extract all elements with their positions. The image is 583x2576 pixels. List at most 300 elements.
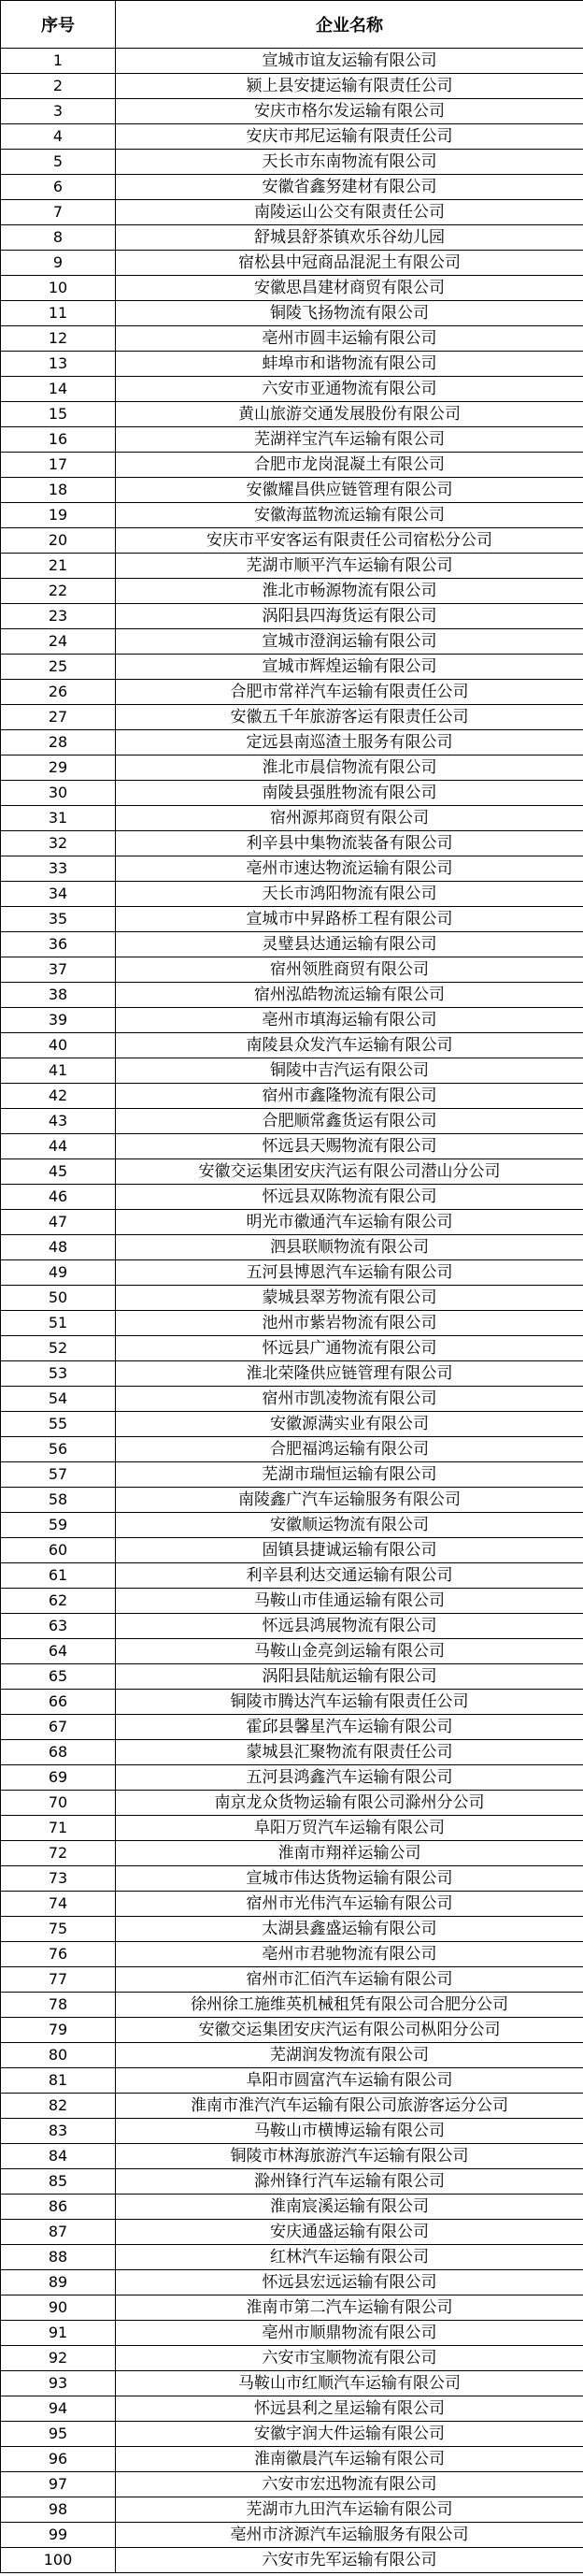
- row-company-name: 安庆市邦尼运输有限责任公司: [116, 124, 583, 150]
- row-seq-number: 24: [1, 629, 116, 655]
- header-row: [1, 1, 583, 49]
- row-seq-number: 3: [1, 99, 116, 124]
- row-company-name: 宿州领胜商贸有限公司: [116, 957, 583, 983]
- table-row: [1, 1084, 583, 1109]
- table-row: [1, 2472, 583, 2497]
- row-seq-number: 28: [1, 730, 116, 756]
- row-seq-number: 94: [1, 2396, 116, 2422]
- row-company-name: 泗县联顺物流有限公司: [116, 1235, 583, 1260]
- row-company-name: 利辛县中集物流装备有限公司: [116, 831, 583, 856]
- table-row: [1, 756, 583, 781]
- table-row: [1, 503, 583, 528]
- table-row: [1, 1614, 583, 1639]
- row-seq-number: 91: [1, 2321, 116, 2346]
- row-seq-number: 92: [1, 2346, 116, 2371]
- row-seq-number: 4: [1, 124, 116, 150]
- row-company-name: 淮北市畅源物流有限公司: [116, 579, 583, 604]
- table-row: [1, 352, 583, 377]
- table-row: [1, 1286, 583, 1311]
- row-company-name: 铜陵中吉汽运有限公司: [116, 1058, 583, 1084]
- row-company-name: 灵璧县达通运输有限公司: [116, 932, 583, 957]
- row-company-name: 宿州源邦商贸有限公司: [116, 806, 583, 831]
- row-company-name: 马鞍山市横博运输有限公司: [116, 2119, 583, 2144]
- row-company-name: 宿州市鑫隆物流有限公司: [116, 1084, 583, 1109]
- row-company-name: 黄山旅游交通发展股份有限公司: [116, 402, 583, 427]
- table-row: [1, 705, 583, 730]
- row-seq-number: 41: [1, 1058, 116, 1084]
- table-row: [1, 427, 583, 453]
- row-company-name: 宿州泓皓物流运输有限公司: [116, 983, 583, 1008]
- row-seq-number: 43: [1, 1109, 116, 1134]
- row-company-name: 淮北市晨信物流有限公司: [116, 756, 583, 781]
- row-seq-number: 79: [1, 2018, 116, 2043]
- row-seq-number: 64: [1, 1639, 116, 1664]
- row-seq-number: 51: [1, 1311, 116, 1336]
- row-company-name: 安徽海蓝物流运输有限公司: [116, 503, 583, 528]
- row-company-name: 宣城市辉煌运输有限公司: [116, 655, 583, 680]
- row-seq-number: 2: [1, 74, 116, 99]
- row-seq-number: 35: [1, 907, 116, 932]
- row-company-name: 安庆市平安客运有限责任公司宿松分公司: [116, 528, 583, 554]
- table-row: [1, 1765, 583, 1791]
- table-row: [1, 1967, 583, 1993]
- table-row: [1, 175, 583, 200]
- row-company-name: 宣城市谊友运输有限公司: [116, 49, 583, 74]
- row-company-name: 马鞍山金亮剑运输有限公司: [116, 1639, 583, 1664]
- row-company-name: 亳州市顺鼎物流有限公司: [116, 2321, 583, 2346]
- row-seq-number: 46: [1, 1185, 116, 1210]
- row-company-name: 滁州锋行汽车运输有限公司: [116, 2169, 583, 2195]
- table-row: [1, 1664, 583, 1690]
- table-row: [1, 2119, 583, 2144]
- row-company-name: 池州市紫岩物流有限公司: [116, 1311, 583, 1336]
- table-row: [1, 907, 583, 932]
- row-seq-number: 8: [1, 225, 116, 251]
- table-row: [1, 225, 583, 251]
- row-company-name: 阜阳市圆富汽车运输有限公司: [116, 2068, 583, 2094]
- row-seq-number: 30: [1, 781, 116, 806]
- table-row: [1, 2548, 583, 2573]
- row-company-name: 安徽交运集团安庆汽运有限公司枞阳分公司: [116, 2018, 583, 2043]
- table-row: [1, 2043, 583, 2068]
- row-seq-number: 27: [1, 705, 116, 730]
- table-row: [1, 251, 583, 276]
- row-seq-number: 98: [1, 2497, 116, 2523]
- table-row: [1, 124, 583, 150]
- table-row: [1, 579, 583, 604]
- row-seq-number: 95: [1, 2422, 116, 2447]
- table-row: [1, 604, 583, 629]
- table-row: [1, 1159, 583, 1185]
- table-row: [1, 554, 583, 579]
- table-row: [1, 957, 583, 983]
- row-seq-number: 40: [1, 1033, 116, 1058]
- row-company-name: 五河县博恩汽车运输有限公司: [116, 1260, 583, 1286]
- row-company-name: 马鞍山市佳通运输有限公司: [116, 1589, 583, 1614]
- row-company-name: 铜陵市腾达汽车运输有限责任公司: [116, 1690, 583, 1715]
- row-seq-number: 9: [1, 251, 116, 276]
- table-row: [1, 2068, 583, 2094]
- table-row: [1, 1917, 583, 1942]
- row-company-name: 明光市徽通汽车运输有限公司: [116, 1210, 583, 1235]
- row-seq-number: 96: [1, 2447, 116, 2472]
- row-seq-number: 76: [1, 1942, 116, 1967]
- table-row: [1, 1740, 583, 1765]
- row-company-name: 铜陵市林海旅游汽车运输有限公司: [116, 2144, 583, 2169]
- row-seq-number: 5: [1, 150, 116, 175]
- column-header-company-name: 企业名称: [116, 1, 583, 49]
- row-company-name: 霍邱县馨星汽车运输有限公司: [116, 1715, 583, 1740]
- table-row: [1, 276, 583, 301]
- row-seq-number: 33: [1, 856, 116, 882]
- table-row: [1, 1488, 583, 1513]
- row-seq-number: 93: [1, 2371, 116, 2396]
- row-seq-number: 21: [1, 554, 116, 579]
- row-company-name: 亳州市速达物流运输有限公司: [116, 856, 583, 882]
- table-row: [1, 1210, 583, 1235]
- row-seq-number: 49: [1, 1260, 116, 1286]
- row-seq-number: 77: [1, 1967, 116, 1993]
- row-seq-number: 86: [1, 2195, 116, 2220]
- table-row: [1, 1639, 583, 1664]
- table-row: [1, 1437, 583, 1462]
- table-row: [1, 882, 583, 907]
- row-seq-number: 37: [1, 957, 116, 983]
- row-seq-number: 54: [1, 1387, 116, 1412]
- table-row: [1, 377, 583, 402]
- row-company-name: 芜湖祥宝汽车运输有限公司: [116, 427, 583, 453]
- row-company-name: 五河县鸿鑫汽车运输有限公司: [116, 1765, 583, 1791]
- row-seq-number: 17: [1, 453, 116, 478]
- row-seq-number: 50: [1, 1286, 116, 1311]
- row-seq-number: 29: [1, 756, 116, 781]
- table-row: [1, 2295, 583, 2321]
- row-company-name: 怀远县天赐物流有限公司: [116, 1134, 583, 1159]
- row-seq-number: 13: [1, 352, 116, 377]
- row-company-name: 太湖县鑫盛运输有限公司: [116, 1917, 583, 1942]
- row-company-name: 亳州市君驰物流有限公司: [116, 1942, 583, 1967]
- row-company-name: 怀远县宏远运输有限公司: [116, 2270, 583, 2295]
- table-row: [1, 1563, 583, 1589]
- row-seq-number: 74: [1, 1892, 116, 1917]
- row-company-name: 六安市宝顺物流有限公司: [116, 2346, 583, 2371]
- table-row: [1, 1841, 583, 1866]
- row-company-name: 南陵县众发汽车运输有限公司: [116, 1033, 583, 1058]
- row-seq-number: 18: [1, 478, 116, 503]
- table-row: [1, 2144, 583, 2169]
- row-company-name: 宿州市光伟汽车运输有限公司: [116, 1892, 583, 1917]
- row-seq-number: 99: [1, 2523, 116, 2548]
- table-row: [1, 856, 583, 882]
- table-header: [1, 1, 583, 49]
- row-seq-number: 83: [1, 2119, 116, 2144]
- row-company-name: 亳州市济源汽车运输服务有限公司: [116, 2523, 583, 2548]
- table-row: [1, 932, 583, 957]
- row-company-name: 合肥福鸿运输有限公司: [116, 1437, 583, 1462]
- row-seq-number: 63: [1, 1614, 116, 1639]
- row-company-name: 涡阳县陆航运输有限公司: [116, 1664, 583, 1690]
- row-seq-number: 75: [1, 1917, 116, 1942]
- table-row: [1, 2346, 583, 2371]
- row-seq-number: 53: [1, 1361, 116, 1387]
- table-row: [1, 1185, 583, 1210]
- row-company-name: 六安市先军运输有限公司: [116, 2548, 583, 2573]
- row-seq-number: 87: [1, 2220, 116, 2245]
- row-seq-number: 55: [1, 1412, 116, 1437]
- table-row: [1, 1993, 583, 2018]
- row-company-name: 安徽思昌建材商贸有限公司: [116, 276, 583, 301]
- row-company-name: 安徽宇润大件运输有限公司: [116, 2422, 583, 2447]
- row-company-name: 天长市鸿阳物流有限公司: [116, 882, 583, 907]
- row-seq-number: 67: [1, 1715, 116, 1740]
- row-seq-number: 58: [1, 1488, 116, 1513]
- row-company-name: 安徽源满实业有限公司: [116, 1412, 583, 1437]
- table-body: [1, 49, 583, 2573]
- table-row: [1, 1892, 583, 1917]
- row-seq-number: 88: [1, 2245, 116, 2270]
- row-company-name: 淮南徽晨汽车运输有限公司: [116, 2447, 583, 2472]
- row-seq-number: 81: [1, 2068, 116, 2094]
- row-seq-number: 68: [1, 1740, 116, 1765]
- table-row: [1, 1715, 583, 1740]
- row-company-name: 宿州市凯凌物流有限公司: [116, 1387, 583, 1412]
- row-company-name: 淮南市翔祥运输公司: [116, 1841, 583, 1866]
- row-seq-number: 89: [1, 2270, 116, 2295]
- row-seq-number: 62: [1, 1589, 116, 1614]
- row-seq-number: 39: [1, 1008, 116, 1033]
- table-row: [1, 453, 583, 478]
- row-seq-number: 25: [1, 655, 116, 680]
- table-row: [1, 1791, 583, 1816]
- row-seq-number: 19: [1, 503, 116, 528]
- table-row: [1, 1387, 583, 1412]
- row-seq-number: 36: [1, 932, 116, 957]
- table-row: [1, 2094, 583, 2119]
- table-row: [1, 1513, 583, 1538]
- table-row: [1, 2195, 583, 2220]
- row-seq-number: 34: [1, 882, 116, 907]
- table-row: [1, 301, 583, 326]
- row-seq-number: 48: [1, 1235, 116, 1260]
- table-row: [1, 74, 583, 99]
- table-row: [1, 2169, 583, 2195]
- row-company-name: 芜湖市顺平汽车运输有限公司: [116, 554, 583, 579]
- row-seq-number: 32: [1, 831, 116, 856]
- table-row: [1, 2321, 583, 2346]
- row-seq-number: 52: [1, 1336, 116, 1361]
- table-row: [1, 1235, 583, 1260]
- row-company-name: 六安市亚通物流有限公司: [116, 377, 583, 402]
- table-row: [1, 2220, 583, 2245]
- table-row: [1, 2270, 583, 2295]
- table-row: [1, 1412, 583, 1437]
- table-row: [1, 49, 583, 74]
- row-company-name: 淮南宸溪运输有限公司: [116, 2195, 583, 2220]
- row-company-name: 南陵运山公交有限责任公司: [116, 200, 583, 225]
- row-seq-number: 20: [1, 528, 116, 554]
- table-row: [1, 2523, 583, 2548]
- row-company-name: 南陵鑫广汽车运输服务有限公司: [116, 1488, 583, 1513]
- row-seq-number: 59: [1, 1513, 116, 1538]
- row-seq-number: 78: [1, 1993, 116, 2018]
- row-company-name: 蒙城县翠芳物流有限公司: [116, 1286, 583, 1311]
- row-company-name: 安徽耀昌供应链管理有限公司: [116, 478, 583, 503]
- table-row: [1, 1260, 583, 1286]
- table-row: [1, 2245, 583, 2270]
- row-seq-number: 10: [1, 276, 116, 301]
- row-seq-number: 6: [1, 175, 116, 200]
- row-company-name: 安徽交运集团安庆汽运有限公司潜山分公司: [116, 1159, 583, 1185]
- row-seq-number: 7: [1, 200, 116, 225]
- table-row: [1, 1538, 583, 1563]
- row-company-name: 蒙城县汇聚物流有限责任公司: [116, 1740, 583, 1765]
- row-seq-number: 12: [1, 326, 116, 352]
- table-row: [1, 1033, 583, 1058]
- row-seq-number: 14: [1, 377, 116, 402]
- row-company-name: 芜湖市瑞恒运输有限公司: [116, 1462, 583, 1488]
- row-seq-number: 97: [1, 2472, 116, 2497]
- table-row: [1, 629, 583, 655]
- table-row: [1, 2422, 583, 2447]
- row-seq-number: 65: [1, 1664, 116, 1690]
- row-company-name: 宣城市澄润运输有限公司: [116, 629, 583, 655]
- table-row: [1, 680, 583, 705]
- row-company-name: 固镇县捷诚运输有限公司: [116, 1538, 583, 1563]
- row-company-name: 颍上县安捷运输有限责任公司: [116, 74, 583, 99]
- row-company-name: 定远县南巡渣土服务有限公司: [116, 730, 583, 756]
- row-company-name: 涡阳县四海货运有限公司: [116, 604, 583, 629]
- table-row: [1, 781, 583, 806]
- table-row: [1, 1942, 583, 1967]
- table-row: [1, 402, 583, 427]
- row-company-name: 安徽顺运物流有限公司: [116, 1513, 583, 1538]
- table-row: [1, 1058, 583, 1084]
- row-seq-number: 16: [1, 427, 116, 453]
- row-company-name: 芜湖润发物流有限公司: [116, 2043, 583, 2068]
- table-row: [1, 1361, 583, 1387]
- row-company-name: 亳州市圆丰运输有限公司: [116, 326, 583, 352]
- row-company-name: 宿州市汇佰汽车运输有限公司: [116, 1967, 583, 1993]
- row-company-name: 淮北荣隆供应链管理有限公司: [116, 1361, 583, 1387]
- row-company-name: 阜阳万贸汽车运输有限公司: [116, 1816, 583, 1841]
- row-company-name: 安庆市格尔发运输有限公司: [116, 99, 583, 124]
- row-seq-number: 70: [1, 1791, 116, 1816]
- row-company-name: 淮南市第二汽车运输有限公司: [116, 2295, 583, 2321]
- table-row: [1, 806, 583, 831]
- table-row: [1, 983, 583, 1008]
- row-seq-number: 56: [1, 1437, 116, 1462]
- row-seq-number: 23: [1, 604, 116, 629]
- row-company-name: 芜湖市九田汽车运输有限公司: [116, 2497, 583, 2523]
- table-row: [1, 326, 583, 352]
- row-company-name: 安徽省鑫努建材有限公司: [116, 175, 583, 200]
- row-seq-number: 26: [1, 680, 116, 705]
- table-row: [1, 150, 583, 175]
- row-seq-number: 60: [1, 1538, 116, 1563]
- table-row: [1, 1336, 583, 1361]
- row-company-name: 合肥顺常鑫货运有限公司: [116, 1109, 583, 1134]
- column-header-seq: 序号: [1, 1, 116, 49]
- table-row: [1, 1008, 583, 1033]
- row-company-name: 宣城市中昇路桥工程有限公司: [116, 907, 583, 932]
- row-seq-number: 90: [1, 2295, 116, 2321]
- row-seq-number: 100: [1, 2548, 116, 2573]
- row-company-name: 南京龙众货物运输有限公司滁州分公司: [116, 1791, 583, 1816]
- row-company-name: 舒城县舒茶镇欢乐谷幼儿园: [116, 225, 583, 251]
- row-company-name: 怀远县广通物流有限公司: [116, 1336, 583, 1361]
- row-seq-number: 11: [1, 301, 116, 326]
- table-row: [1, 1311, 583, 1336]
- row-company-name: 怀远县鸿展物流有限公司: [116, 1614, 583, 1639]
- row-seq-number: 42: [1, 1084, 116, 1109]
- row-seq-number: 57: [1, 1462, 116, 1488]
- row-company-name: 宿松县中冠商品混泥土有限公司: [116, 251, 583, 276]
- row-company-name: 淮南市淮汽汽车运输有限公司旅游客运分公司: [116, 2094, 583, 2119]
- row-company-name: 马鞍山市红顺汽车运输有限公司: [116, 2371, 583, 2396]
- table-row: [1, 1816, 583, 1841]
- table-row: [1, 2497, 583, 2523]
- row-seq-number: 85: [1, 2169, 116, 2195]
- row-seq-number: 66: [1, 1690, 116, 1715]
- table-row: [1, 2396, 583, 2422]
- row-seq-number: 82: [1, 2094, 116, 2119]
- row-company-name: 安徽五千年旅游客运有限责任公司: [116, 705, 583, 730]
- row-company-name: 安庆通盛运输有限公司: [116, 2220, 583, 2245]
- row-seq-number: 84: [1, 2144, 116, 2169]
- row-seq-number: 31: [1, 806, 116, 831]
- table-row: [1, 1134, 583, 1159]
- table-row: [1, 99, 583, 124]
- row-seq-number: 22: [1, 579, 116, 604]
- row-seq-number: 69: [1, 1765, 116, 1791]
- row-company-name: 合肥市常祥汽车运输有限责任公司: [116, 680, 583, 705]
- table-row: [1, 1109, 583, 1134]
- table-row: [1, 831, 583, 856]
- row-seq-number: 72: [1, 1841, 116, 1866]
- row-company-name: 亳州市填海运输有限公司: [116, 1008, 583, 1033]
- row-seq-number: 61: [1, 1563, 116, 1589]
- table-row: [1, 2371, 583, 2396]
- row-company-name: 蚌埠市和谐物流有限公司: [116, 352, 583, 377]
- row-seq-number: 71: [1, 1816, 116, 1841]
- row-company-name: 利辛县利达交通运输有限公司: [116, 1563, 583, 1589]
- table-row: [1, 478, 583, 503]
- row-company-name: 宣城市伟达货物运输有限公司: [116, 1866, 583, 1892]
- table-row: [1, 1690, 583, 1715]
- row-seq-number: 1: [1, 49, 116, 74]
- table-row: [1, 730, 583, 756]
- table-row: [1, 1462, 583, 1488]
- row-company-name: 怀远县利之星运输有限公司: [116, 2396, 583, 2422]
- table-row: [1, 1866, 583, 1892]
- row-company-name: 铜陵飞扬物流有限公司: [116, 301, 583, 326]
- row-seq-number: 44: [1, 1134, 116, 1159]
- row-seq-number: 80: [1, 2043, 116, 2068]
- row-company-name: 怀远县双陈物流有限公司: [116, 1185, 583, 1210]
- row-seq-number: 73: [1, 1866, 116, 1892]
- row-company-name: 天长市东南物流有限公司: [116, 150, 583, 175]
- row-seq-number: 38: [1, 983, 116, 1008]
- table-row: [1, 655, 583, 680]
- table-row: [1, 528, 583, 554]
- row-company-name: 六安市宏迅物流有限公司: [116, 2472, 583, 2497]
- table-row: [1, 2018, 583, 2043]
- table-row: [1, 1589, 583, 1614]
- row-company-name: 合肥市龙岗混凝土有限公司: [116, 453, 583, 478]
- row-seq-number: 15: [1, 402, 116, 427]
- row-seq-number: 45: [1, 1159, 116, 1185]
- table-row: [1, 200, 583, 225]
